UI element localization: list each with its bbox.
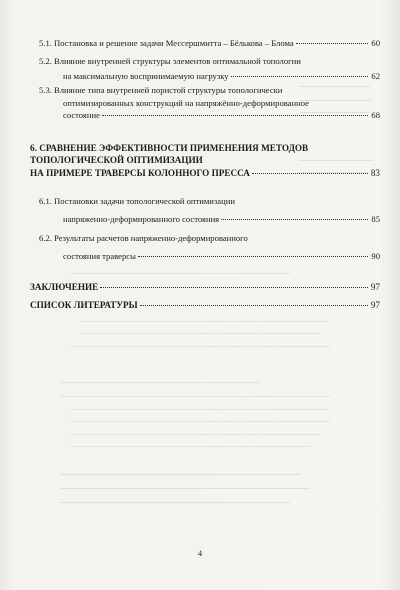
toc-entry-6-1[interactable] xyxy=(39,196,380,225)
toc-entry-line: напряженно-деформированного состояния xyxy=(63,213,220,224)
toc-page-number: 83 xyxy=(370,168,380,178)
toc-entry-5-3[interactable] xyxy=(39,85,380,122)
dot-leader xyxy=(102,115,369,116)
chapter-title-line: 6. СРАВНЕНИЕ ЭФФЕКТИВНОСТИ ПРИМЕНЕНИЯ МЕТОДОВ xyxy=(30,143,309,153)
dot-leader xyxy=(252,173,368,174)
toc-entry-6-2[interactable] xyxy=(39,233,380,262)
toc-entry-line: 6.1. Постановки задачи топологической оптимизации xyxy=(39,196,235,206)
toc-entry-line: 5.3. Влияние типа внутренней пористой структуры топологически xyxy=(39,85,283,95)
toc-page-number: 60 xyxy=(371,38,380,48)
toc-page-number: 62 xyxy=(371,70,380,81)
chapter-title-line: НА ПРИМЕРЕ ТРАВЕРСЫ КОЛОННОГО ПРЕССА xyxy=(30,168,250,178)
toc-conclusion[interactable] xyxy=(30,281,380,293)
dot-leader xyxy=(140,305,368,306)
chapter-title-line: ТОПОЛОГИЧЕСКОЙ ОПТИМИЗАЦИИ xyxy=(30,155,203,165)
toc-entry-title: 5.1. Постановка и решение задачи Мессершмитта – Бёлькова – Блома xyxy=(39,38,294,48)
toc-entry-5-1[interactable] xyxy=(39,38,380,50)
toc-entry-line: оптимизированных конструкций на напряжённо-деформированное xyxy=(63,97,309,108)
toc-entry-line: состояние xyxy=(63,110,100,121)
toc-entry-line: 6.2. Результаты расчетов напряженно-деформированного xyxy=(39,233,248,243)
toc-page-number: 97 xyxy=(370,282,380,292)
dot-leader xyxy=(100,287,368,288)
toc-entry-line: на максимальную воспринимаемую нагрузку xyxy=(63,70,229,81)
toc-entry-title: ЗАКЛЮЧЕНИЕ xyxy=(30,282,99,292)
toc-page-number: 90 xyxy=(371,250,380,261)
dot-leader xyxy=(138,256,369,257)
toc-entry-line: 5.2. Влияние внутренней структуры элементов оптимальной топологии xyxy=(39,56,301,66)
toc-entry-title: СПИСОК ЛИТЕРАТУРЫ xyxy=(30,300,138,310)
toc-references[interactable] xyxy=(30,299,380,311)
dot-leader xyxy=(296,43,369,44)
page-number: 4 xyxy=(197,548,203,558)
dot-leader xyxy=(231,76,369,77)
toc-entry-line: состояния траверсы xyxy=(63,250,136,261)
toc-page-number: 68 xyxy=(371,110,380,121)
toc-chapter-6[interactable] xyxy=(30,142,380,179)
dot-leader xyxy=(221,219,368,220)
toc-entry-5-2[interactable] xyxy=(39,56,380,82)
toc-page-number: 85 xyxy=(371,213,380,224)
toc-page-number: 97 xyxy=(370,300,380,310)
